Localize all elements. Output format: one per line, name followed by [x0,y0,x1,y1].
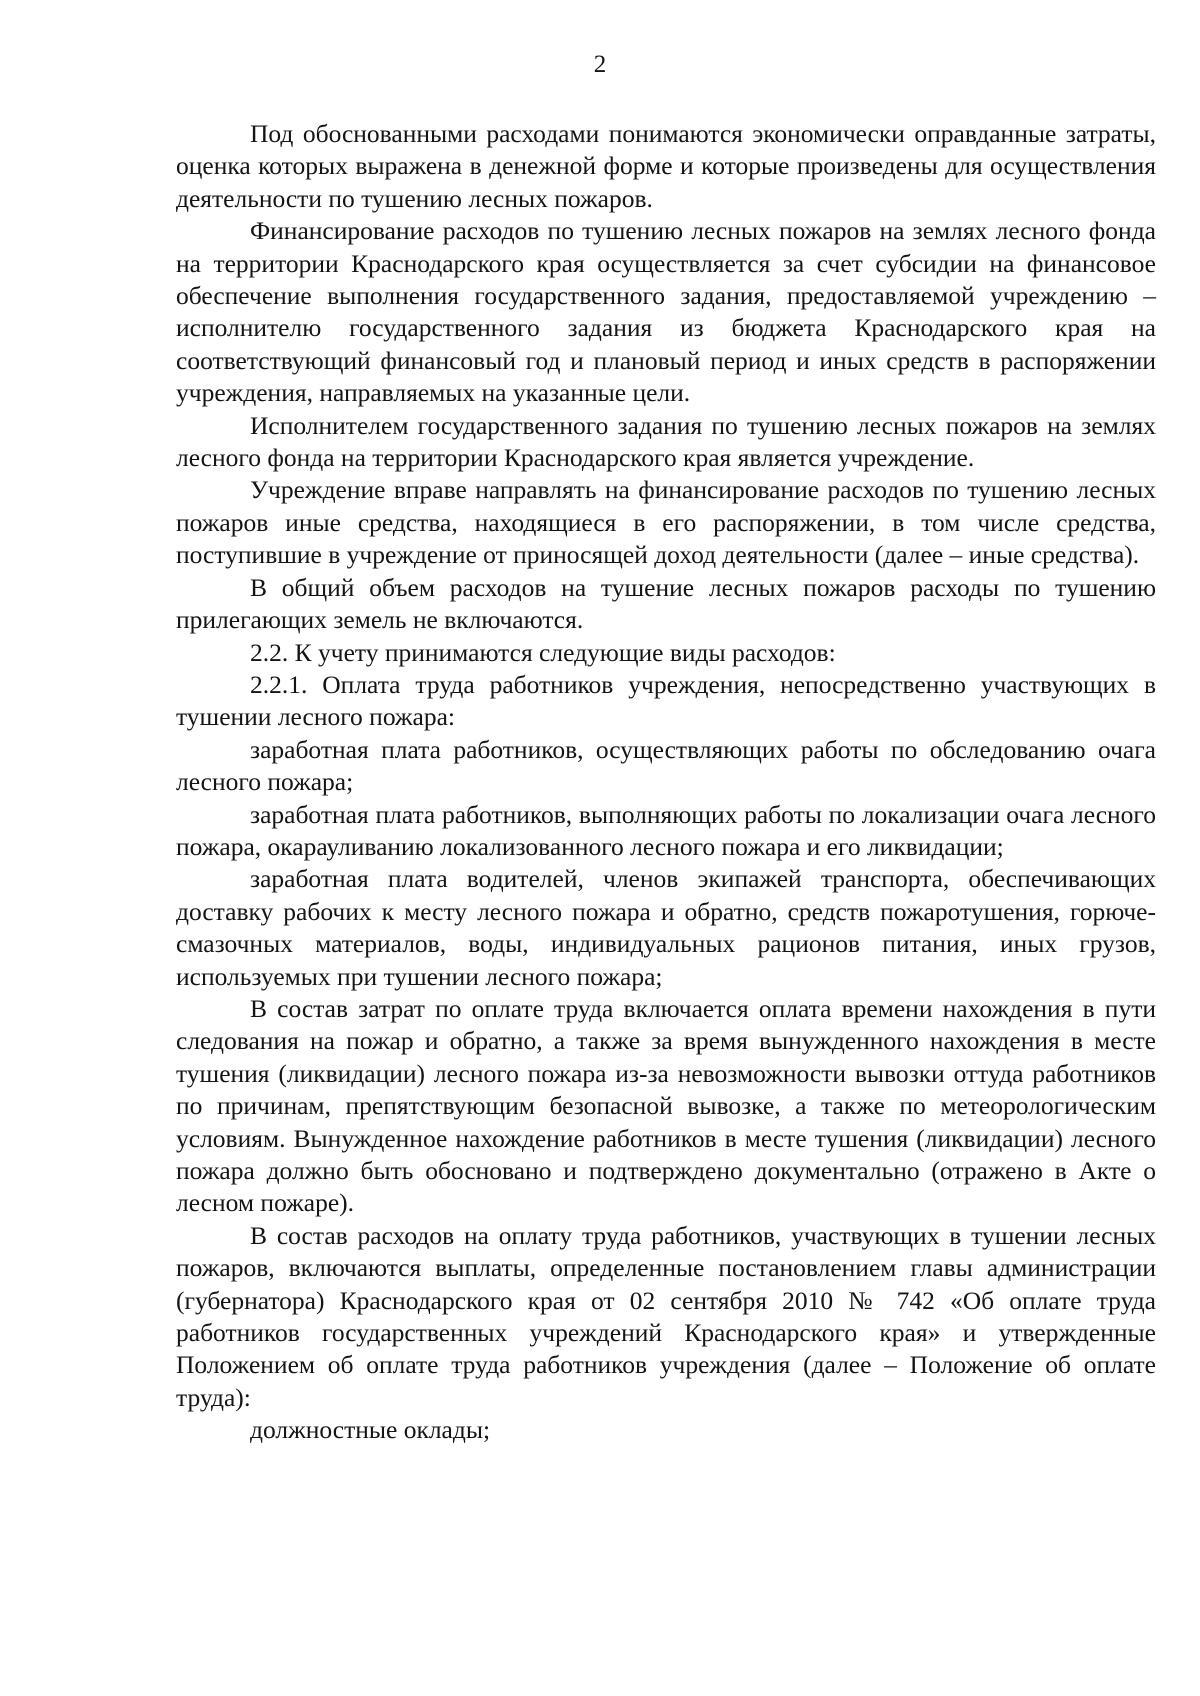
paragraph: В состав расходов на оплату труда работников, участвующих в тушении лесных пожаров, включаются выплаты, определенные постановлением главы администрации (губернатора) Краснодарского края от 02 сентября 2010 № 742 «Об оплате труда работников государственных учреждений Краснодарского края» и утвержденные Положением об оплате труда работников учреждения (далее – Положение об оплате труда): [176,1220,1156,1412]
list-item: заработная плата работников, осуществляющих работы по обследованию очага лесного пожара; [176,734,1156,797]
paragraph: Финансирование расходов по тушению лесных пожаров на землях лесного фонда на территории Краснодарского края осуществляется за счет субсидии на финансовое обеспечение выполнения государственного задания, предоставляемой учреждению – исполнителю государственного задания из бюджета Краснодарского края на соответствующий финансовый год и плановый период и иных средств в распоряжении учреждения, направляемых на указанные цели. [176,216,1156,408]
paragraph: В состав затрат по оплате труда включается оплата времени нахождения в пути следования на пожар и обратно, а также за время вынужденного нахождения в месте тушения (ликвидации) лесного пожара из-за невозможности вывозки оттуда работников по причинам, препятствующим безопасной вывозке, а также по метеорологическим условиям. Вынужденное нахождение работников в месте тушения (ликвидации) лесного пожара должно быть обосновано и подтверждено документально (отражено в Акте о лесном пожаре). [176,993,1156,1218]
paragraph: Учреждение вправе направлять на финансирование расходов по тушению лесных пожаров иные средства, находящиеся в его распоряжении, в том числе средства, поступившие в учреждение от приносящей доход деятельности (далее – иные средства). [176,475,1156,570]
subsection-heading: 2.2.1. Оплата труда работников учреждения, непосредственно участвующих в тушении лесного пожара: [176,669,1156,732]
page-number: 2 [593,51,607,78]
list-item: должностные оклады; [250,1415,491,1445]
paragraph: Под обоснованными расходами понимаются экономически оправданные затраты, оценка которых выражена в денежной форме и которые произведены для осуществления деятельности по тушению лесных пожаров. [176,119,1156,213]
document-body [176,118,1156,1447]
paragraph: Исполнителем государственного задания по тушению лесных пожаров на землях лесного фонда на территории Краснодарского края является учреждение. [176,410,1156,473]
section-heading: 2.2. К учету принимаются следующие виды расходов: [250,637,836,667]
list-item: заработная плата водителей, членов экипажей транспорта, обеспечивающих доставку рабочих к месту лесного пожара и обратно, средств пожаротушения, горюче-смазочных материалов, воды, индивидуальных рационов питания, иных грузов, используемых при тушении лесного пожара; [176,864,1156,991]
paragraph: В общий объем расходов на тушение лесных пожаров расходы по тушению прилегающих земель не включаются. [176,572,1156,635]
list-item: заработная плата работников, выполняющих работы по локализации очага лесного пожара, окарауливанию локализованного лесного пожара и его ликвидации; [176,799,1156,861]
